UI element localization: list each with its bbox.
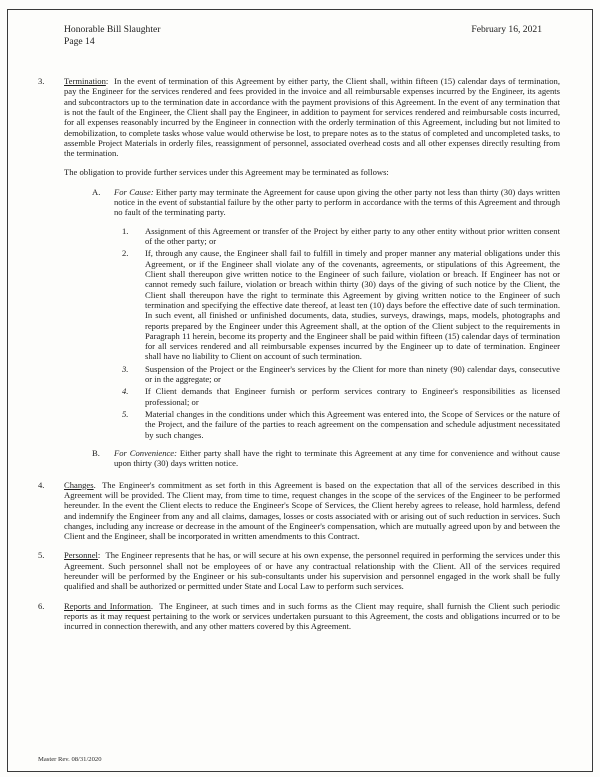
section-personnel-number: 5. <box>38 550 45 561</box>
section-reports-number: 6. <box>38 600 45 611</box>
cause-item-2 <box>122 248 560 361</box>
section-termination-number: 3. <box>38 75 45 86</box>
section-personnel-title: Personnel <box>64 550 98 561</box>
section-changes-number: 4. <box>38 479 45 490</box>
section-changes-separator: . <box>93 479 96 490</box>
cause-item-3-number: 3. <box>122 363 129 374</box>
cause-item-2-text: If, through any cause, the Engineer shall fail to fulfill in timely and proper manner any material obligations under this Agreement, or if the Engineer shall violate any of the covenants, agreements, or stipulations of this Agreement, the Client shall thereupon give written notice to the Engineer of such failure, violation or breach. If Engineer has not or cannot remedy such failure, violation or breach within thirty (30) days of the giving of such notice by the Client, the Client shall thereupon have the right to terminate this Agreement by giving written notice to the Engineer of such termination and specifying the effective date thereof, at least ten (10) days before the effective date of such termination. In such event, all finished or unfinished documents, data, studies, surveys, drawings, maps, models, photographs and reports prepared by the Engineer under this Agreement shall, at the option of the Client subject to the requirements in Paragraph 11 herein, become its property and the Engineer shall be paid within fifteen (15) calendar days of termination for all services rendered and all reimbursable expenses incurred by the Engineer up to date of termination. Engineer shall have no liability to Client on account of such termination. <box>145 248 560 362</box>
clause-for-cause-paragraph <box>114 187 560 218</box>
cause-item-4-number: 4. <box>122 386 129 397</box>
section-personnel-paragraph <box>64 550 560 591</box>
section-reports-title: Reports and Information <box>64 600 151 611</box>
section-changes <box>38 480 560 542</box>
header-left <box>64 24 160 48</box>
cause-item-3-text: Suspension of the Project or the Engineer's services by the Client for more than ninety (90) calendar days, consecutive or in the aggregate; or <box>145 363 560 385</box>
clause-for-convenience-text: Either party shall have the right to terminate this Agreement at any time for convenience and without cause upon thirty (30) days written notice. <box>114 447 560 469</box>
cause-item-1 <box>122 226 560 247</box>
clause-for-cause-label: A. <box>92 186 101 197</box>
page-footer <box>38 756 102 763</box>
cause-item-3 <box>122 364 560 385</box>
cause-item-5-number: 5. <box>122 409 129 420</box>
section-reports-separator: . <box>150 600 153 611</box>
cause-item-2-number: 2. <box>122 248 129 259</box>
section-termination-title: Termination <box>64 75 106 86</box>
obligation-paragraph: The obligation to provide further services under this Agreement may be terminated as follows: <box>64 167 389 178</box>
section-changes-paragraph <box>64 480 560 542</box>
master-rev-label: Master Rev. 08/31/2020 <box>38 756 102 763</box>
clause-for-convenience-paragraph <box>114 448 560 469</box>
section-personnel-separator: : <box>97 550 101 561</box>
section-personnel-text: The Engineer represents that he has, or will secure at his own expense, the personnel required in performing the services under this Agreement. Such personnel shall not be employees of or have any contractual relationship with the Client. All of the services required hereunder will be performed by the Engineer or his sub-consultants under his supervision and personnel engaged in the work shall be fully qualified and shall be authorized or permitted under State and Local Law to perform such services. <box>64 550 560 592</box>
recipient-name: Honorable Bill Slaughter <box>64 24 161 35</box>
cause-item-5-text: Material changes in the conditions under which this Agreement was entered into, the Scope of Services or the nature of the Project, and the failure of the parties to reach agreement on the compensation and schedule adjustment necessitated by such changes. <box>145 409 560 440</box>
letter-date: February 16, 2021 <box>471 24 542 35</box>
section-termination-paragraph <box>64 76 560 159</box>
cause-item-1-number: 1. <box>122 225 129 236</box>
document-body <box>0 76 600 632</box>
section-termination-separator: : <box>105 75 109 86</box>
section-reports-text: The Engineer, at such times and in such forms as the Client may require, shall furnish the Client such periodic reports as it may request pertaining to the work or services undertaken pursuant to this Agreement, the costs and obligations incurred or to be incurred in connection therewith, and any other matters covered by this Agreement. <box>64 600 560 632</box>
section-reports-paragraph <box>64 601 560 632</box>
section-changes-text: The Engineer's commitment as set forth in this Agreement is based on the expectation that all of the services described in this Agreement will be provided. The Client may, from time to time, request changes in the scope of the services of the Engineer to be performed hereunder. In the event the Client elects to reduce the Engineer's Scope of Services, the Client hereby agrees to release, hold harmless, defend and indemnify the Engineer from any and all claims, damages, losses or costs associated with or arising out of such reduction in services. Such changes, including any increase or decrease in the amount of the Engineer's compensation, which are mutually agreed upon by and between the Client and the Engineer, shall be incorporated in written amendments to this Contract. <box>64 479 560 542</box>
clause-for-convenience-label: B. <box>92 447 100 458</box>
letter-header <box>0 0 600 48</box>
clause-for-cause-text: Either party may terminate the Agreement for cause upon giving the other party not less than thirty (30) days written notice in the event of substantial failure by the other party to perform in accordance with the terms of this Agreement and through no fault of the terminating party. <box>114 186 561 218</box>
cause-item-4-text: If Client demands that Engineer furnish or perform services contrary to Engineer's responsibilities as licensed professional; or <box>145 386 560 407</box>
cause-item-4 <box>122 386 560 407</box>
section-termination <box>38 76 560 159</box>
cause-item-5 <box>122 409 560 440</box>
section-reports-and-information <box>38 601 560 632</box>
cause-item-1-text: Assignment of this Agreement or transfer of the Project by either party to any other entity without prior written consent of the other party; or <box>145 225 560 247</box>
section-termination-text: In the event of termination of this Agreement by either party, the Client shall, within fifteen (15) calendar days of termination, pay the Engineer for the services rendered and fees provided in the invoice and all reimbursable expenses incurred by the Engineer, its agents and subcontractors up to the termination date in accordance with the payment provisions of this Agreement. In the event of any termination that is not the fault of the Engineer, the Client shall pay the Engineer, in addition to payment for services rendered and reimbursable costs incurred, for all expenses reasonably incurred by the Engineer in connection with the orderly termination of this Agreement, including but not limited to demobilization, to complete tasks whose value would otherwise be lost, to prepare notes as to the status of completed and uncompleted tasks, to assemble Project Materials in orderly files, reassignment of personnel, associated overhead costs and all other expenses directly resulting from the termination. <box>64 75 560 159</box>
page-number: Page 14 <box>64 35 95 47</box>
section-personnel <box>38 550 560 591</box>
clause-for-cause <box>92 187 560 218</box>
section-changes-title: Changes <box>64 479 94 490</box>
clause-for-cause-lead: For Cause: <box>114 186 154 197</box>
clause-for-convenience <box>92 448 560 469</box>
clause-for-convenience-lead: For Convenience: <box>114 447 177 458</box>
